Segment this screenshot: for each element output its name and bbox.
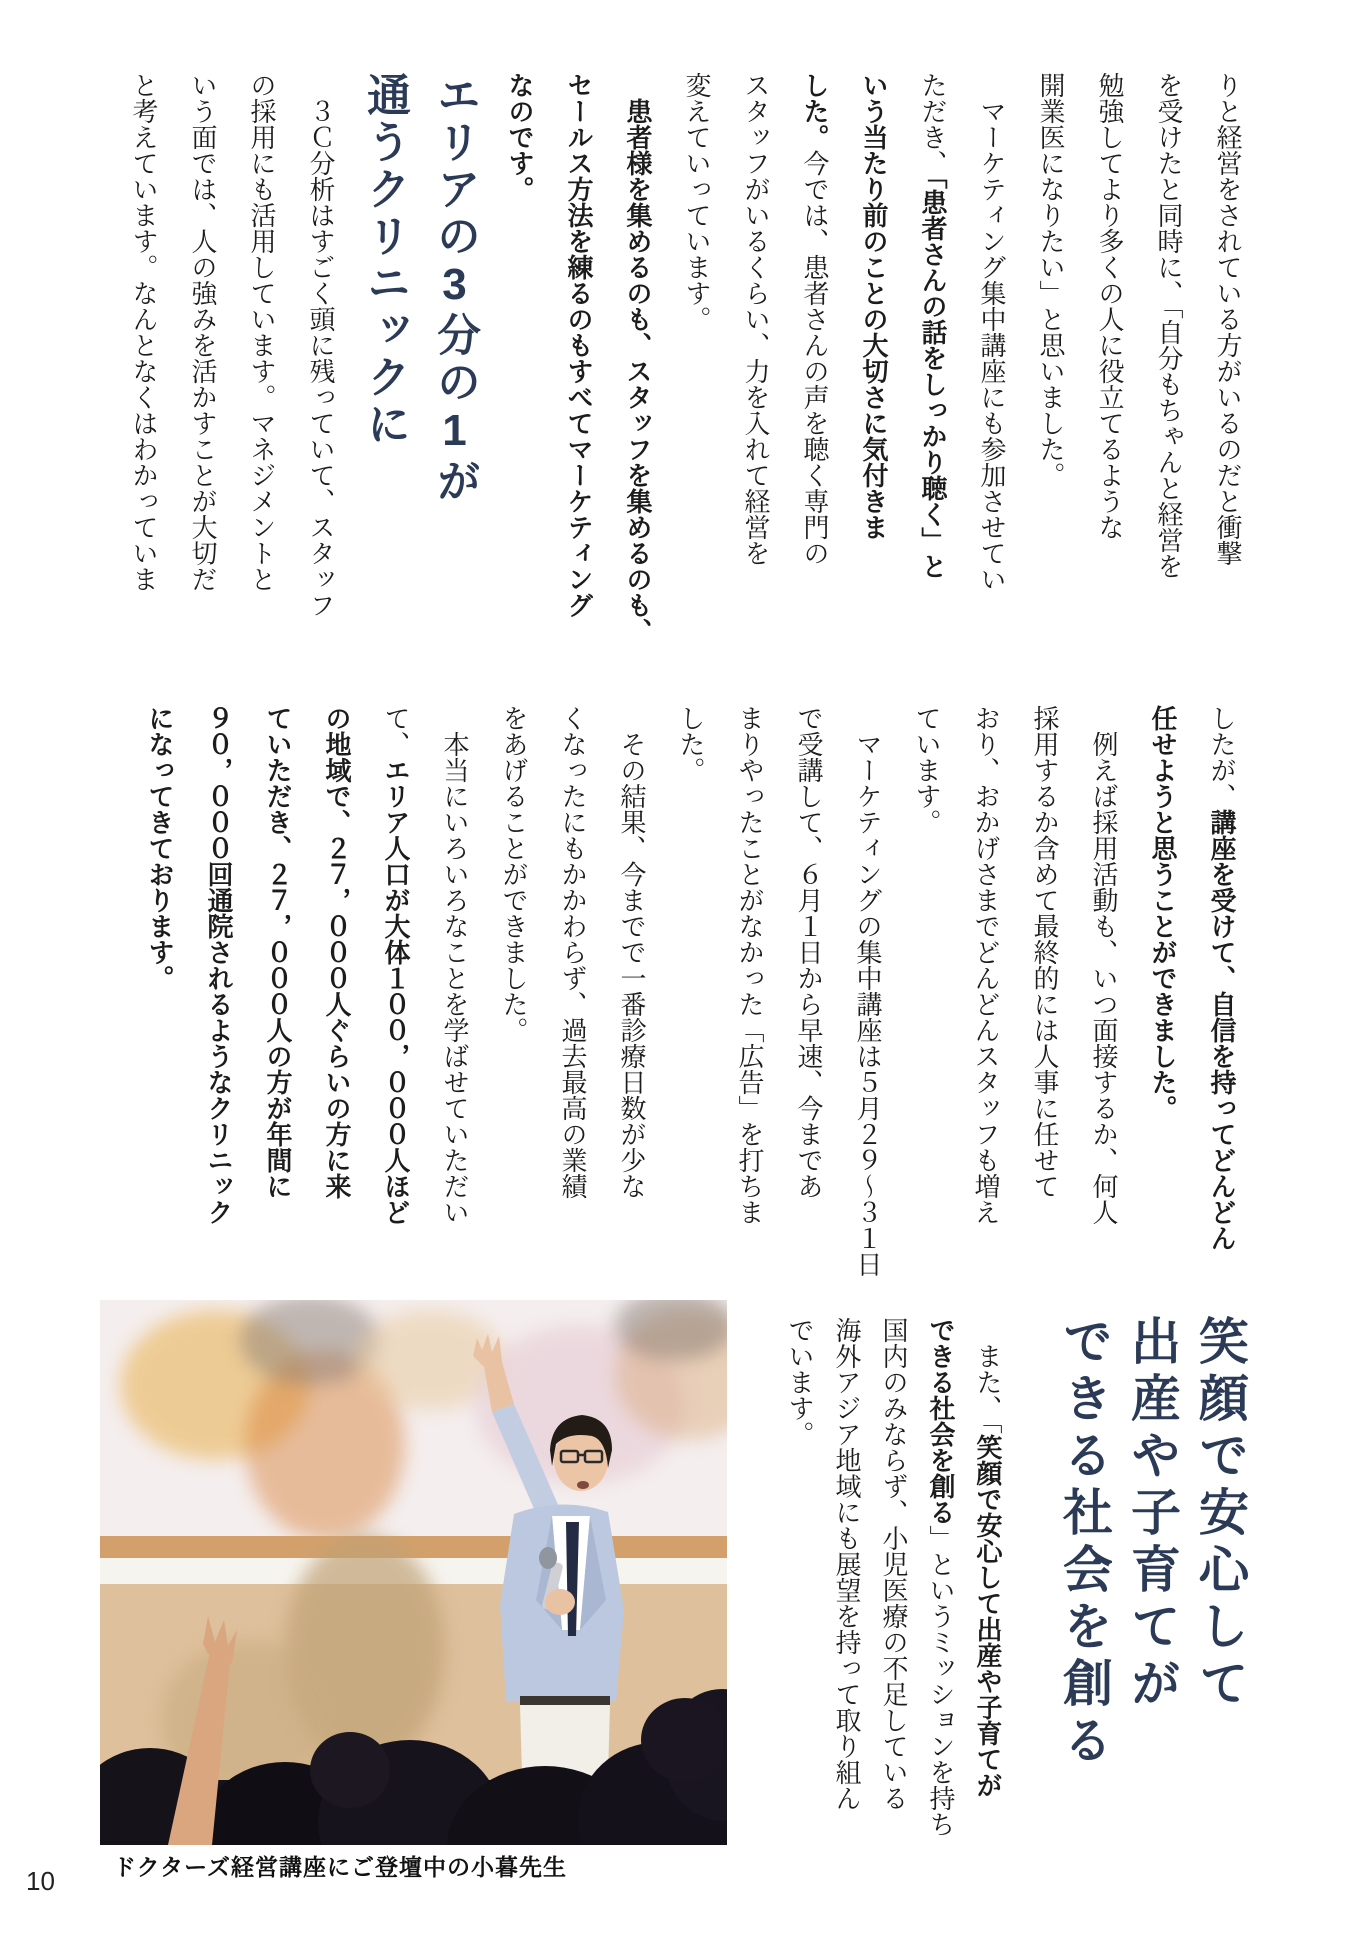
text-line: の地域で、２７，０００人ぐらいの方に来 [321,705,351,1199]
text-line: ています。 [911,705,941,835]
text-line: 採用するか含めて最終的には人事に任せて [1029,705,1059,1199]
text-line: いう面では、人の強みを活かすことが大切だ [187,72,217,592]
text-line: ていただき、２７，０００人の方が年間に [262,705,292,1199]
headline-area-clinic [349,72,489,672]
text-line: した。 [675,705,705,783]
text-line: 国内のみならず、小児医療の不足している [878,1317,908,1811]
text-line: マーケティング集中講座にも参加させてい [976,72,1006,592]
text-line: マーケティングの集中講座は５月２９〜３１日 [852,705,882,1277]
text-line: 出産や子育てが [1124,1315,1180,1714]
photo-caption: ドクターズ経営講座にご登壇中の小暮先生 [113,1854,567,1880]
article-section-top [104,72,1256,672]
text-line: できる社会を創る」というミッションを持ち [925,1317,955,1837]
text-line: 勉強してより多くの人に役立てるような [1094,72,1124,540]
article-section-bottom [762,1317,1010,1877]
text-line: 通うクリニックに [360,72,409,448]
text-line: また、「笑顔で安心して出産や子育てが [972,1317,1002,1798]
text-line: なのです。 [504,72,534,202]
text-line: 変えていっています。 [681,72,711,332]
text-line: セールス方法を練るのもすべてマーケティング [563,72,593,618]
text-line: その結果、今までで一番診療日数が少な [616,705,646,1199]
page-number: 10 [26,1866,55,1896]
text-line: いう当たり前のことの大切さに気付きま [858,72,888,540]
text-line: したが、講座を受けて、自信を持ってどんどん [1206,705,1236,1251]
stage-photo [100,1300,727,1845]
text-line: おり、おかげさまでどんどんスタッフも増え [970,705,1000,1225]
text-line: した。今では、患者さんの声を聴く専門の [799,72,829,566]
text-line: 本当にいろいろなことを学ばせていただい [439,705,469,1225]
text-line: りと経営をされている方がいるのだと衝撃 [1212,72,1242,566]
text-line: 患者様を集めるのも、スタッフを集めるのも、 [622,98,652,644]
text-line: になってきております。 [144,705,174,991]
paragraph-block-1 [489,72,1256,672]
text-line: 開業医になりたい」と思いました。 [1035,72,1065,488]
headline-smile-society [1040,1315,1254,1795]
text-line: まりやったことがなかった「広告」を打ちま [734,705,764,1225]
text-line: エリアの3分の1が [430,72,479,505]
text-line: を受けたと同時に、「自分もちゃんと経営を [1153,72,1183,579]
text-line: ただき、「患者さんの話をしっかり聴く」と [917,72,947,579]
text-line: くなったにもかかわらず、過去最高の業績 [557,705,587,1199]
text-line: ９０，０００回通院されるようなクリニック [203,705,233,1225]
paragraph-block-2 [113,72,349,672]
text-line: と考えています。なんとなくはわかっていま [128,72,158,592]
text-line: で受講して、６月１日から早速、今まであ [793,705,823,1199]
text-line: て、エリア人口が大体１００，０００人ほど [380,705,410,1225]
text-line: 海外アジア地域にも展望を持って取り組ん [831,1317,861,1811]
article-section-middle [122,705,1250,1297]
text-line: ３Ｃ分析はすごく頭に残っていて、スタッフ [305,72,335,618]
stage-photo-graphic [100,1300,727,1845]
text-line: できる社会を創る [1056,1315,1112,1771]
text-line: でいます。 [784,1317,814,1447]
text-line: スタッフがいるくらい、力を入れて経営を [740,72,770,566]
text-line: をあげることができました。 [498,705,528,1043]
text-line: 任せようと思うことができました。 [1147,705,1177,1121]
text-line: 例えば採用活動も、いつ面接するか、何人 [1088,705,1118,1225]
text-line: の採用にも活用しています。マネジメントと [246,72,276,592]
text-line: 笑顔で安心して [1192,1315,1248,1714]
